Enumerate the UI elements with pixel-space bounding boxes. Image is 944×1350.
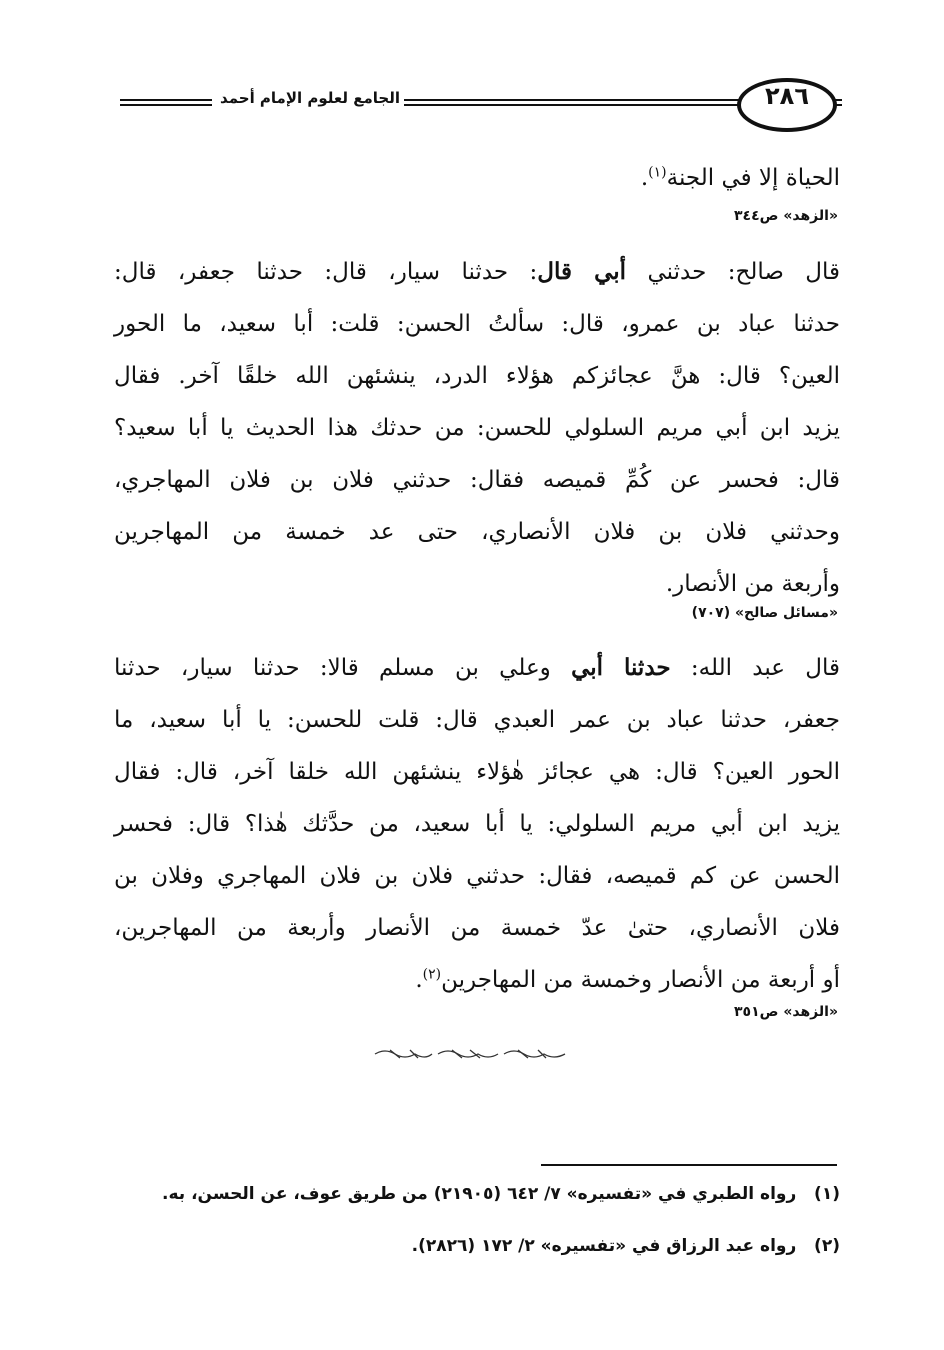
header-rule-left-short-2 <box>120 104 212 106</box>
paragraph-line: العين؟ قال: هنَّ عجائزكم هؤلاء الدرد، ينشئهن الله خلقًا آخر. فقال <box>114 363 840 389</box>
paragraph-line: أو أربعة من الأنصار وخمسة من المهاجرين$^{(٢)}$. <box>415 966 840 993</box>
footnote-ref-1[interactable]: (١) <box>648 164 667 181</box>
paragraph-line: الحور العين؟ قال: هي عجائز هٰؤلاء ينشئهن الله خلقا آخر، قال: فقال <box>114 759 840 785</box>
paragraph-line: قال صالح: حدثني أبي قال: حدثنا سيار، قال: حدثنا جعفر، قال: <box>114 258 840 285</box>
paragraph-line: قال: فحسر عن كُمِّ قميصه فقال: حدثني فلان بن فلان المهاجري، <box>114 467 840 493</box>
footnote-ref-2[interactable]: (٢) <box>422 966 442 983</box>
paragraph-line: وحدثني فلان بن فلان الأنصاري، حتى عد خمسة من المهاجرين <box>114 519 840 545</box>
opening-end: . <box>640 165 649 191</box>
footnote-number: (٢) <box>814 1236 840 1256</box>
paragraph-line: الحسن عن كم قميصه، فقال: حدثني فلان بن فلان المهاجري وفلان بن <box>114 863 840 889</box>
footnote-text: رواه عبد الرزاق في «تفسيره» ٢/ ١٧٢ (٢٨٢٦). <box>411 1236 797 1256</box>
paragraph-line: فلان الأنصاري، حتىٰ عدّ خمسة من الأنصار وأربعة من المهاجرين، <box>114 915 840 941</box>
paragraph-line: قال عبد الله: حدثنا أبي وعلي بن مسلم قالا: حدثنا سيار، حدثنا <box>114 654 840 681</box>
paragraph-line: يزيد ابن أبي مريم السلولي: يا أبا سعيد، من حدَّثك هٰذا؟ قال: فحسر <box>114 811 840 837</box>
header-rule-left-short <box>120 99 212 101</box>
header-book-title: الجامع لعلوم الإمام أحمد <box>220 89 400 107</box>
footnote-text: رواه الطبري في «تفسيره» ٧/ ٦٤٢ (٢١٩٠٥) من طريق عوف، عن الحسن، به. <box>162 1184 797 1204</box>
paragraph-line: حدثنا عباد بن عمرو، قال: سألتُ الحسن: قلت: أبا سعيد، ما الحور <box>114 311 840 337</box>
paragraph-line: وأربعة من الأنصار. <box>665 571 840 597</box>
opening-text: الحياة إلا في الجنة <box>666 165 840 191</box>
paragraph-line: جعفر، حدثنا عباد بن عمر العبدي قال: قلت للحسن: يا أبا سعيد، ما <box>114 707 840 733</box>
footnote-number: (١) <box>814 1184 840 1204</box>
section-divider-ornament <box>370 1046 570 1062</box>
source-citation-3: «الزهد» ص٣٥١ <box>734 1004 838 1020</box>
page-number: ٢٨٦ <box>765 82 809 110</box>
source-citation-1: «الزهد» ص٣٤٤ <box>734 208 838 224</box>
footnote-2 <box>412 1236 840 1256</box>
header-rule-middle-2 <box>404 104 740 106</box>
paragraph-2 <box>114 642 840 1006</box>
opening-line <box>114 152 840 204</box>
source-citation-2: «مسائل صالح» (٧٠٧) <box>691 605 838 621</box>
header-rule-middle <box>404 99 740 101</box>
footnote-separator <box>541 1164 837 1166</box>
paragraph-1 <box>114 246 840 610</box>
paragraph-line: يزيد ابن أبي مريم السلولي للحسن: من حدثك هذا الحديث يا أبا سعيد؟ <box>114 415 840 441</box>
footnote-1 <box>162 1184 840 1204</box>
